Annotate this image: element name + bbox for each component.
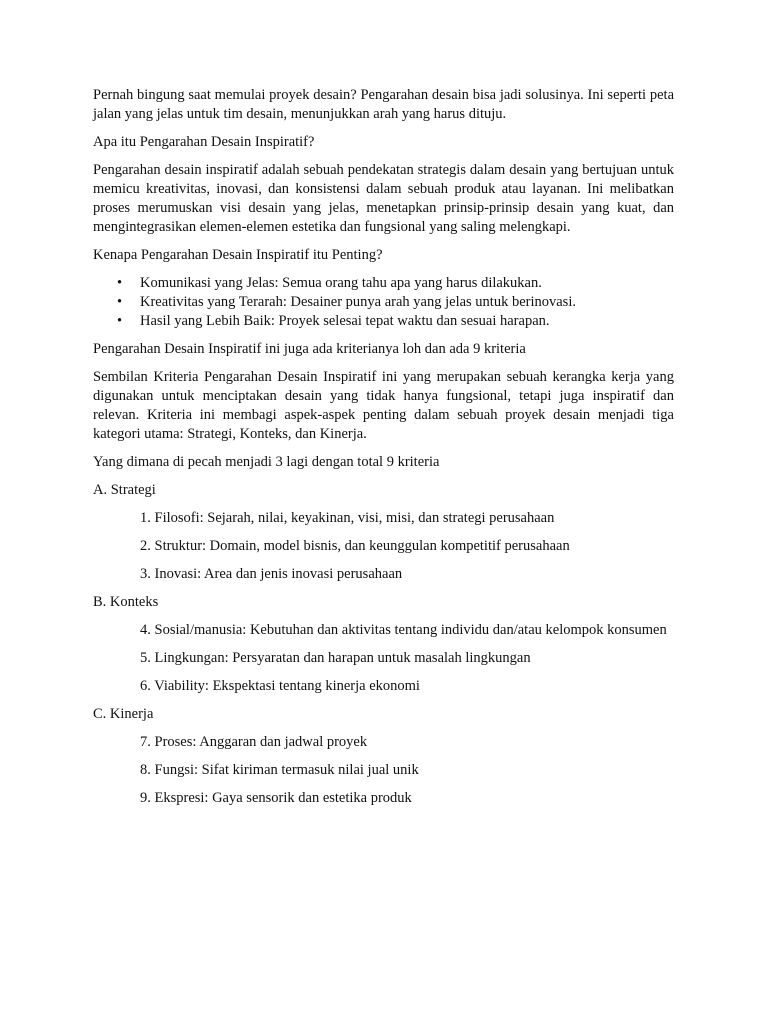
section-heading-kinerja: C. Kinerja xyxy=(93,706,154,722)
bullet-icon: • xyxy=(117,294,123,310)
benefits-list xyxy=(93,274,674,331)
definition-paragraph: Pengarahan desain inspiratif adalah sebuah pendekatan strategis dalam desain yang bertujuan untuk memicu kreativitas, inovasi, dan konsistensi dalam sebuah produk atau layanan. Ini melibatkan proses merumuskan visi desain yang jelas, menetapkan prinsip-prinsip desain yang kuat, dan mengintegrasikan elemen-elemen estetika dan fungsional yang saling melengkapi. xyxy=(93,162,674,235)
criterion-item: 6. Viability: Ekspektasi tentang kinerja ekonomi xyxy=(140,678,420,694)
criteria-note: Pengarahan Desain Inspiratif ini juga ada kriterianya loh dan ada 9 kriteria xyxy=(93,341,526,357)
list-item-text: Kreativitas yang Terarah: Desainer punya arah yang jelas untuk berinovasi. xyxy=(140,294,576,310)
criterion-item: 2. Struktur: Domain, model bisnis, dan keunggulan kompetitif perusahaan xyxy=(140,538,570,554)
criterion-item: 3. Inovasi: Area dan jenis inovasi perusahaan xyxy=(140,566,403,582)
question-why-heading: Kenapa Pengarahan Desain Inspiratif itu Penting? xyxy=(93,247,383,263)
section-heading-strategi: A. Strategi xyxy=(93,482,156,498)
criterion-item: 1. Filosofi: Sejarah, nilai, keyakinan, visi, misi, dan strategi perusahaan xyxy=(140,510,555,526)
bullet-icon: • xyxy=(117,275,123,291)
intro-paragraph: Pernah bingung saat memulai proyek desain? Pengarahan desain bisa jadi solusinya. Ini seperti peta jalan yang jelas untuk tim desain, menunjukkan arah yang harus dituju. xyxy=(93,87,674,122)
criterion-item: 7. Proses: Anggaran dan jadwal proyek xyxy=(140,734,368,750)
criterion-item: 8. Fungsi: Sifat kiriman termasuk nilai jual unik xyxy=(140,762,419,778)
list-item-text: Komunikasi yang Jelas: Semua orang tahu apa yang harus dilakukan. xyxy=(140,275,542,291)
criterion-item: 9. Ekspresi: Gaya sensorik dan estetika produk xyxy=(140,790,412,806)
criterion-item: 5. Lingkungan: Persyaratan dan harapan untuk masalah lingkungan xyxy=(140,650,531,666)
criterion-item: 4. Sosial/manusia: Kebutuhan dan aktivitas tentang individu dan/atau kelompok konsumen xyxy=(140,622,667,638)
criteria-description: Sembilan Kriteria Pengarahan Desain Inspiratif ini yang merupakan sebuah kerangka kerja yang digunakan untuk menciptakan desain yang tidak hanya fungsional, tetapi juga inspiratif dan relevan. Kriteria ini membagi aspek-aspek penting dalam sebuah proyek desain menjadi tiga kategori utama: Strategi, Konteks, dan Kinerja. xyxy=(93,369,674,442)
question-what-heading: Apa itu Pengarahan Desain Inspiratif? xyxy=(93,134,315,150)
list-item xyxy=(93,293,674,312)
list-item xyxy=(93,274,674,293)
split-note: Yang dimana di pecah menjadi 3 lagi dengan total 9 kriteria xyxy=(93,454,440,470)
section-heading-konteks: B. Konteks xyxy=(93,594,159,610)
bullet-icon: • xyxy=(117,313,123,329)
list-item-text: Hasil yang Lebih Baik: Proyek selesai tepat waktu dan sesuai harapan. xyxy=(140,313,550,329)
list-item xyxy=(93,312,674,331)
document-page xyxy=(93,86,674,817)
